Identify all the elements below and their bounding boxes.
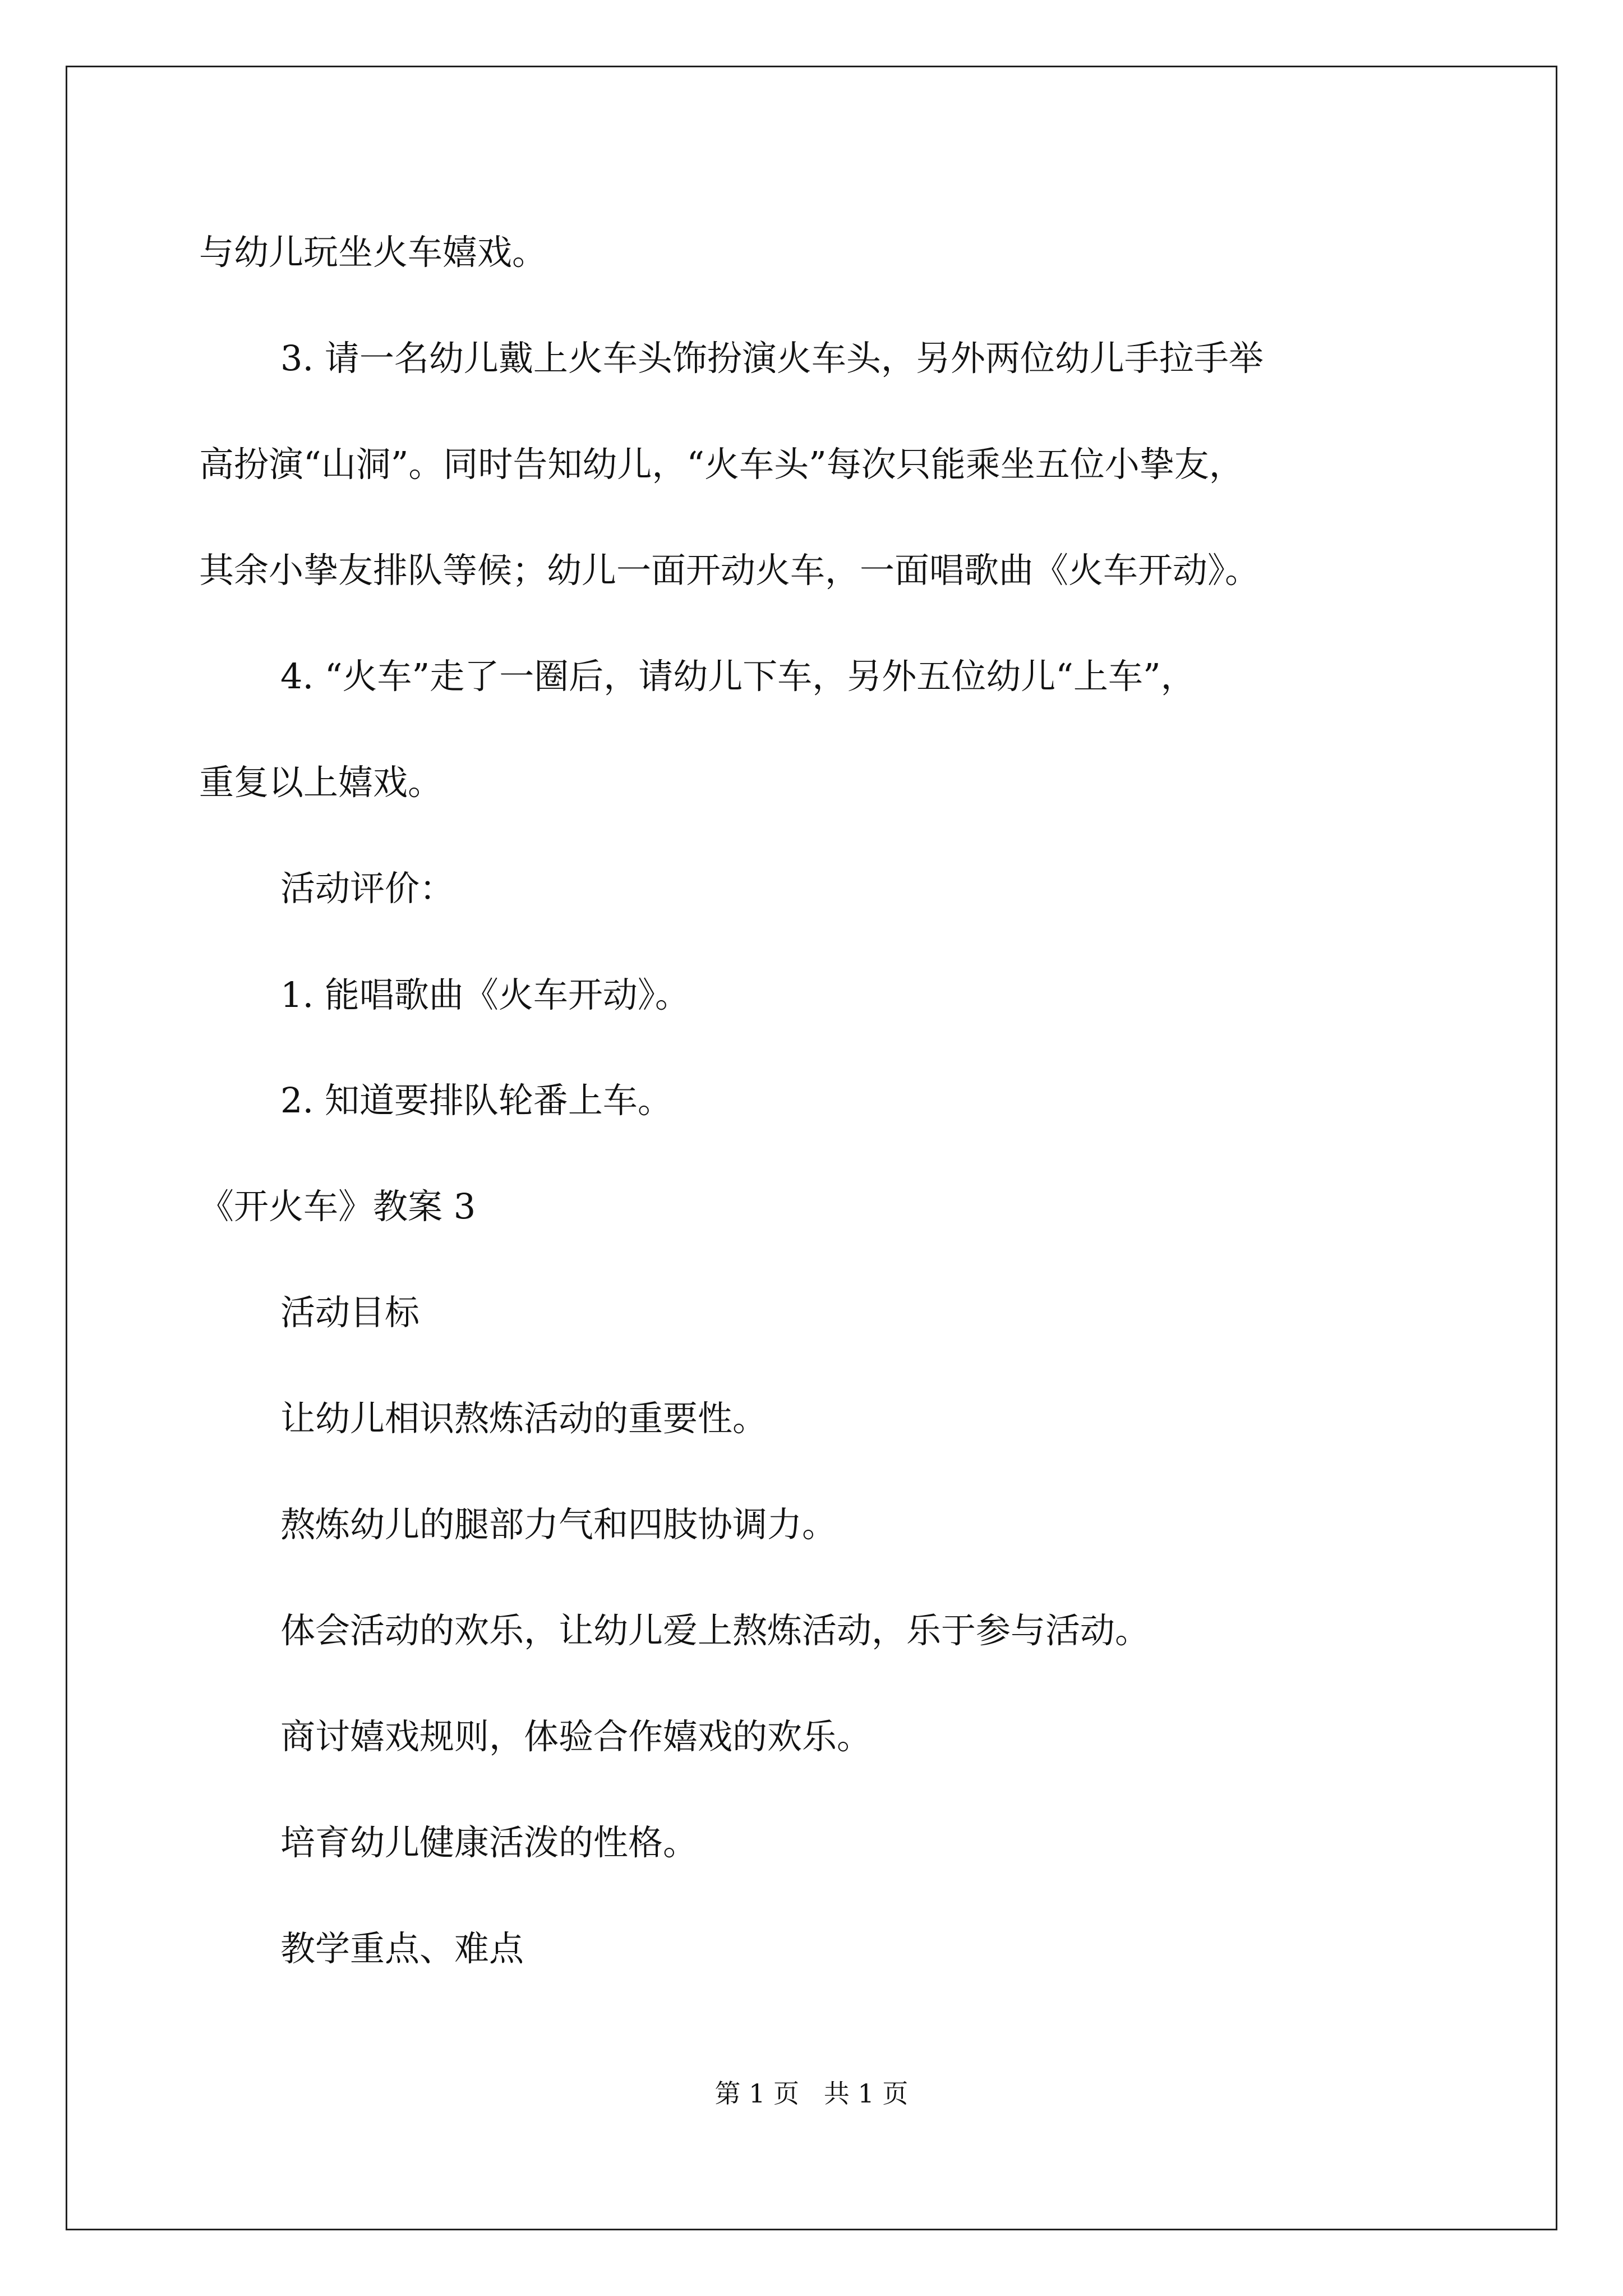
paragraph-line: 活动目标 (280, 1292, 420, 1333)
paragraph-line: 熬炼幼儿的腿部力气和四肢协调力。 (280, 1504, 837, 1545)
paragraph-line: 活动评价： (280, 868, 455, 909)
paragraph-line: 教学重点、难点 (280, 1928, 524, 1969)
section-heading: 《开火车》教案 3 (199, 1186, 476, 1227)
paragraph-line: 2. 知道要排队轮番上车。 (280, 1080, 672, 1121)
paragraph-line: 体会活动的欢乐，让幼儿爱上熬炼活动，乐于参与活动。 (280, 1610, 1150, 1651)
paragraph-line: 重复以上嬉戏。 (199, 762, 443, 803)
paragraph-line: 让幼儿相识熬炼活动的重要性。 (280, 1398, 768, 1439)
paragraph-line: 3. 请一名幼儿戴上火车头饰扮演火车头，另外两位幼儿手拉手举 (280, 338, 1264, 379)
paragraph-line: 高扮演“山洞”。同时告知幼儿，“火车头”每次只能乘坐五位小挚友， (199, 444, 1244, 485)
paragraph-line: 商讨嬉戏规则，体验合作嬉戏的欢乐。 (280, 1716, 872, 1757)
page-border (66, 66, 1557, 2230)
page-footer: 第 1 页 共 1 页 (714, 2078, 909, 2109)
paragraph-line: 培育幼儿健康活泼的性格。 (280, 1822, 698, 1863)
paragraph-line: 与幼儿玩坐火车嬉戏。 (199, 232, 547, 273)
paragraph-line: 其余小挚友排队等候；幼儿一面开动火车，一面唱歌曲《火车开动》。 (199, 550, 1260, 591)
paragraph-line: 1. 能唱歌曲《火车开动》。 (280, 974, 690, 1015)
paragraph-line: 4. “火车”走了一圈后，请幼儿下车，另外五位幼儿“上车”， (280, 656, 1196, 697)
